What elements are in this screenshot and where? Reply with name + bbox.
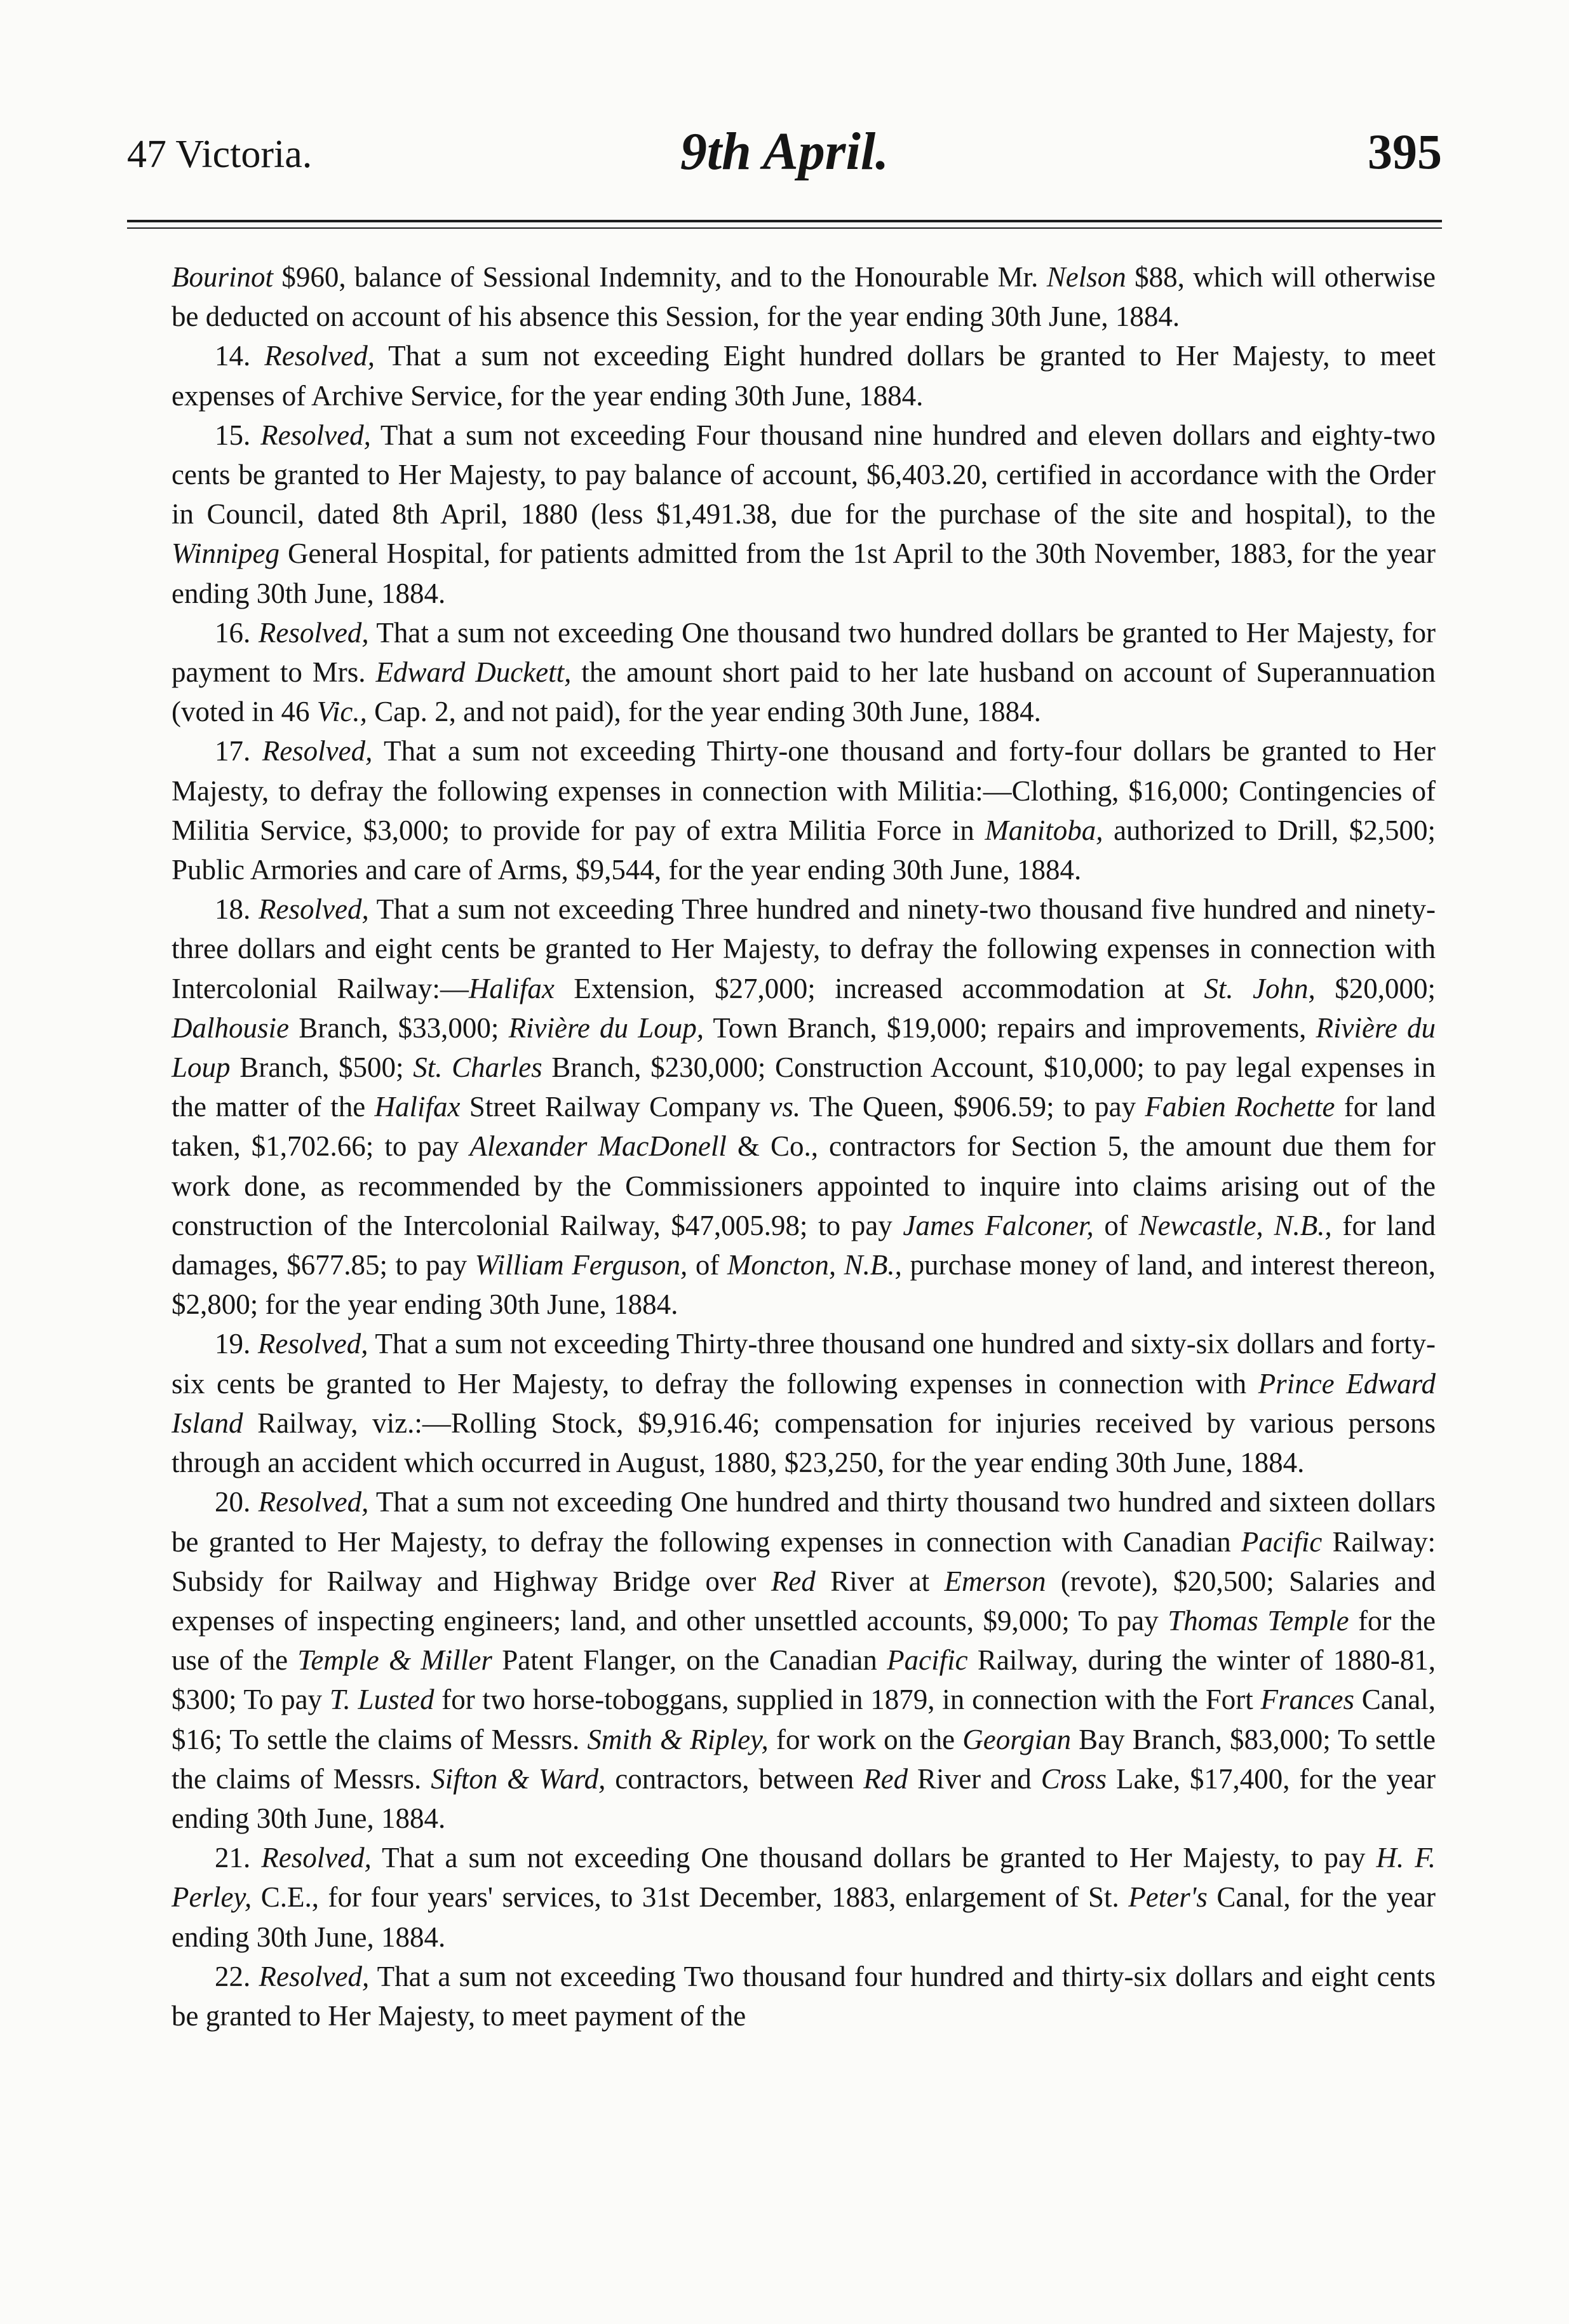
- text-segment: Extension, $27,000; increased accommodation at: [554, 972, 1204, 1004]
- text-segment: Branch, $500;: [230, 1051, 414, 1084]
- text-segment: $20,000;: [1315, 972, 1436, 1004]
- text-segment: (revote), $20,500; Salaries and expenses of inspecting engineers; land, and other unsettled accounts, $9,000; To pay: [172, 1565, 1436, 1637]
- italic-text: Dalhousie: [172, 1011, 289, 1044]
- session-label: 47 Victoria.: [127, 133, 313, 176]
- italic-text: Temple & Miller: [297, 1644, 492, 1677]
- resolution-number: 18.: [215, 893, 259, 926]
- header-rule-thick: [127, 220, 1442, 222]
- text-segment: River at: [815, 1565, 945, 1597]
- resolution-paragraph: [172, 1957, 1436, 2036]
- italic-text: Moncton, N.B.,: [727, 1249, 902, 1281]
- italic-text: Manitoba,: [985, 814, 1103, 846]
- text-segment: Railway, viz.:—Rolling Stock, $9,916.46; compensation for injuries received by various persons through an accident which occurred in August, 1880, $23,250, for the year ending 30th June, 1884.: [172, 1407, 1436, 1479]
- text-segment: purchase money of land, and interest thereon, $2,800; for the year ending 30th June, 1884.: [172, 1249, 1436, 1321]
- italic-text: Red: [771, 1565, 816, 1597]
- continued-paragraph: [172, 257, 1436, 336]
- italic-text: Vic.,: [316, 696, 367, 728]
- italic-text: Resolved,: [262, 735, 373, 767]
- text-segment: $88, which will otherwise be deducted on account of his absence this Session, for the year ending 30th June, 1884.: [172, 261, 1436, 333]
- text-segment: Branch, $230,000; Construction Account, $10,000; to pay legal expenses in the matter of the: [172, 1051, 1436, 1123]
- text-segment: authorized to Drill, $2,500; Public Armories and care of Arms, $9,544, for the year ending 30th June, 1884.: [172, 814, 1436, 886]
- italic-text: Resolved,: [264, 340, 375, 372]
- text-segment: That a sum not exceeding One hundred and thirty thousand two hundred and sixteen dollars be granted to Her Majesty, to defray the following expenses in connection with Canadian: [172, 1486, 1436, 1558]
- italic-text: Resolved,: [261, 1842, 372, 1874]
- italic-text: Sifton & Ward,: [431, 1762, 606, 1795]
- italic-text: vs.: [769, 1091, 801, 1123]
- page-body: [172, 257, 1436, 2036]
- italic-text: Alexander MacDonell: [469, 1130, 727, 1163]
- resolution-paragraph: [172, 1482, 1436, 1838]
- text-segment: The Queen, $906.59; to pay: [800, 1091, 1145, 1123]
- italic-text: Smith & Ripley,: [587, 1723, 769, 1755]
- text-segment: That a sum not exceeding Eight hundred dollars be granted to Her Majesty, to meet expenses of Archive Service, for the year ending 30th June, 1884.: [172, 340, 1436, 412]
- italic-text: Resolved,: [258, 616, 369, 649]
- text-segment: That a sum not exceeding Four thousand nine hundred and eleven dollars and eighty-two cents be granted to Her Majesty, to pay balance of account, $6,403.20, certified in accordance with the Order in Council, dated 8th April, 1880 (less $1,491.38, due for the purchase of the site and hospital), to the: [172, 419, 1436, 530]
- italic-text: Edward Duckett,: [375, 656, 572, 689]
- resolution-number: 21.: [215, 1842, 262, 1874]
- page-number: 395: [1368, 124, 1442, 179]
- text-segment: contractors, between: [605, 1762, 864, 1795]
- text-segment: Railway: Subsidy for Railway and Highway Bridge over: [172, 1525, 1436, 1597]
- resolution-number: 20.: [215, 1486, 259, 1518]
- italic-text: Prince Edward Island: [172, 1367, 1436, 1439]
- italic-text: Winnipeg: [172, 537, 279, 570]
- italic-text: Georgian: [962, 1723, 1072, 1755]
- text-segment: Town Branch, $19,000; repairs and improvements,: [704, 1011, 1316, 1044]
- text-segment: of: [687, 1249, 727, 1281]
- resolution-paragraph: [172, 731, 1436, 889]
- italic-text: Red: [863, 1762, 908, 1795]
- text-segment: for land damages, $677.85; to pay: [172, 1209, 1436, 1281]
- text-segment: Canal, $16; To settle the claims of Messrs.: [172, 1684, 1436, 1755]
- italic-text: Resolved,: [258, 1486, 369, 1518]
- text-segment: Street Railway Company: [460, 1091, 770, 1123]
- resolution-paragraph: [172, 1838, 1436, 1957]
- italic-text: Halifax: [468, 972, 555, 1004]
- header-rule-thin: [127, 227, 1442, 229]
- italic-text: Resolved,: [257, 1328, 368, 1360]
- text-segment: Bay Branch, $83,000; To settle the claims of Messrs.: [172, 1723, 1436, 1795]
- italic-text: Cross: [1040, 1762, 1107, 1795]
- text-segment: Patent Flanger, on the Canadian: [492, 1644, 887, 1677]
- italic-text: William Ferguson,: [475, 1249, 688, 1281]
- italic-text: James Falconer,: [903, 1209, 1094, 1241]
- text-segment: That a sum not exceeding Thirty-three thousand one hundred and sixty-six dollars and forty-six cents be granted to Her Majesty, to defray the following expenses in connection with: [172, 1328, 1436, 1400]
- text-segment: Cap. 2, and not paid), for the year ending 30th June, 1884.: [367, 696, 1041, 728]
- text-segment: Canal, for the year ending 30th June, 1884.: [172, 1881, 1436, 1953]
- resolution-paragraph: [172, 1324, 1436, 1482]
- text-segment: General Hospital, for patients admitted from the 1st April to the 30th November, 1883, for the year ending 30th June, 1884.: [172, 537, 1436, 609]
- italic-text: Pacific: [887, 1644, 968, 1677]
- italic-text: Nelson: [1046, 261, 1126, 293]
- text-segment: Railway, during the winter of 1880-81, $300; To pay: [172, 1644, 1436, 1716]
- resolution-paragraph: [172, 889, 1436, 1324]
- resolution-number: 17.: [215, 735, 262, 767]
- text-segment: for two horse-toboggans, supplied in 1879, in connection with the Fort: [434, 1684, 1261, 1716]
- text-segment: of: [1093, 1209, 1139, 1241]
- resolution-paragraph: [172, 336, 1436, 415]
- page-header: [127, 121, 1442, 191]
- text-segment: for the use of the: [172, 1604, 1436, 1677]
- text-segment: That a sum not exceeding One thousand dollars be granted to Her Majesty, to pay: [371, 1842, 1377, 1874]
- resolution-number: 14.: [215, 340, 265, 372]
- text-segment: That a sum not exceeding One thousand two hundred dollars be granted to Her Majesty, for payment to Mrs.: [172, 616, 1436, 689]
- italic-text: St. John,: [1204, 972, 1316, 1004]
- resolution-number: 19.: [215, 1328, 258, 1360]
- italic-text: H. F. Perley,: [172, 1842, 1436, 1914]
- text-segment: for land taken, $1,702.66; to pay: [172, 1091, 1436, 1163]
- italic-text: Peter's: [1128, 1881, 1208, 1914]
- text-segment: & Co., contractors for Section 5, the amount due them for work done, as recommended by the Commissioners appointed to inquire into claims arising out of the construction of the Intercolonial Railway, $47,005.98; to pay: [172, 1130, 1436, 1241]
- italic-text: Rivière du Loup,: [508, 1011, 704, 1044]
- italic-text: T. Lusted: [329, 1684, 434, 1716]
- italic-text: Pacific: [1241, 1525, 1323, 1558]
- text-segment: C.E., for four years' services, to 31st December, 1883, enlargement of St.: [252, 1881, 1129, 1914]
- italic-text: Halifax: [374, 1091, 461, 1123]
- resolution-paragraph: [172, 415, 1436, 613]
- italic-text: Emerson: [944, 1565, 1046, 1597]
- text-segment: River and: [908, 1762, 1041, 1795]
- italic-text: St. Charles: [413, 1051, 542, 1084]
- page-date: 9th April.: [680, 122, 889, 181]
- italic-text: Resolved,: [260, 419, 371, 451]
- text-segment: $960, balance of Sessional Indemnity, and to the Honourable Mr.: [273, 261, 1047, 293]
- text-segment: Lake, $17,400, for the year ending 30th June, 1884.: [172, 1762, 1436, 1834]
- resolution-paragraph: [172, 613, 1436, 732]
- text-segment: for work on the: [768, 1723, 963, 1755]
- resolution-number: 16.: [215, 616, 259, 649]
- text-segment: Branch, $33,000;: [289, 1011, 509, 1044]
- italic-text: Rivière du Loup: [172, 1011, 1436, 1084]
- text-segment: That a sum not exceeding Three hundred and ninety-two thousand five hundred and ninety-three dollars and eight cents be granted to Her Majesty, to defray the following expenses in connection with Intercolonial Railway:—: [172, 893, 1436, 1004]
- italic-text: Frances: [1260, 1684, 1355, 1716]
- italic-text: Fabien Rochette: [1145, 1091, 1335, 1123]
- italic-text: Thomas Temple: [1168, 1604, 1349, 1637]
- text-segment: That a sum not exceeding Two thousand four hundred and thirty-six dollars and eight cents be granted to Her Majesty, to meet payment of the: [172, 1960, 1436, 2032]
- italic-text: Bourinot: [172, 261, 274, 293]
- italic-text: Resolved,: [259, 893, 369, 926]
- text-segment: That a sum not exceeding Thirty-one thousand and forty-four dollars be granted to Her Majesty, to defray the following expenses in connection with Militia:—Clothing, $16,000; Contingencies of Militia Service, $3,000; to provide for pay of extra Militia Force in: [172, 735, 1436, 846]
- italic-text: Newcastle, N.B.,: [1138, 1209, 1332, 1241]
- resolution-number: 15.: [215, 419, 261, 451]
- resolution-number: 22.: [215, 1960, 259, 1992]
- italic-text: Resolved,: [259, 1960, 370, 1992]
- text-segment: the amount short paid to her late husband on account of Superannuation (voted in 46: [172, 656, 1436, 728]
